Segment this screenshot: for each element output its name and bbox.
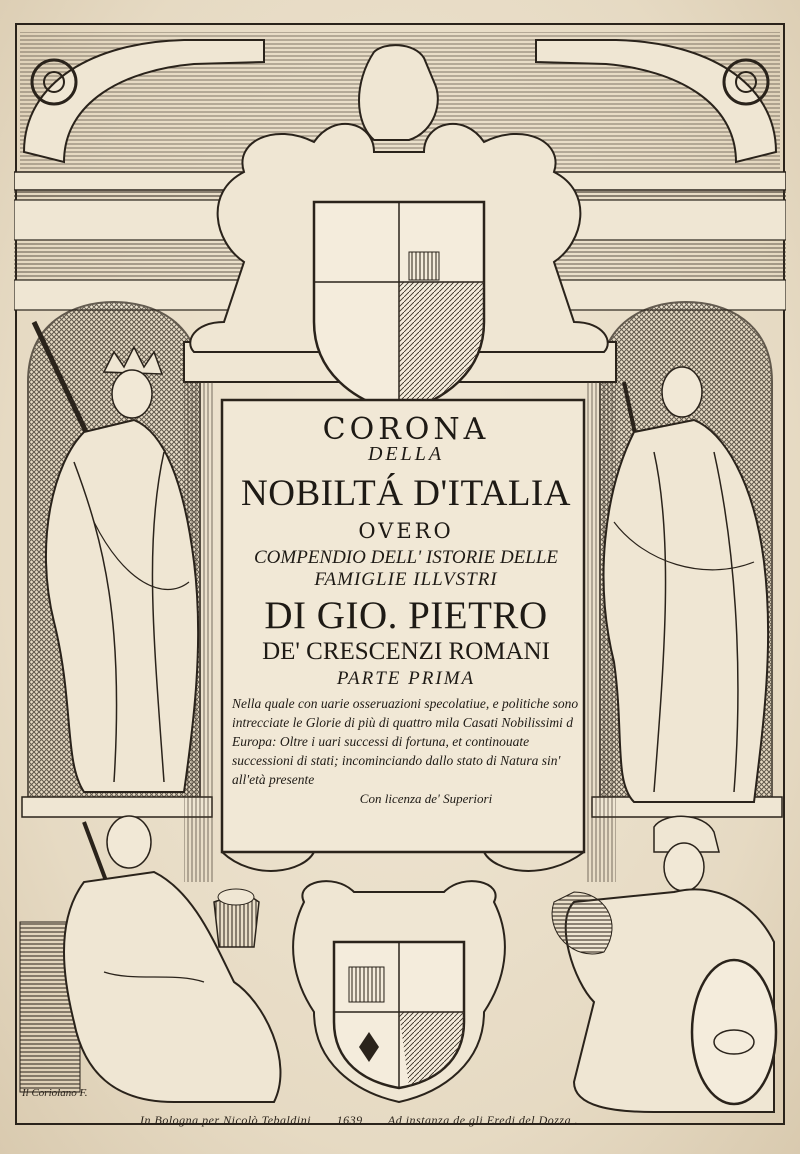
title-nobilta: NOBILTÁ D'ITALIA	[241, 473, 571, 514]
title-compendio: COMPENDIO DELL' ISTORIE DELLE	[253, 547, 559, 568]
imprint-line	[140, 1113, 700, 1128]
licenza-line: Con licenza de' Superiori	[359, 791, 493, 806]
title-famiglie: FAMIGLIE ILLVSTRI	[314, 569, 498, 590]
title-block	[228, 404, 584, 850]
title-corona: CORONA	[322, 412, 490, 447]
lower-left-seated-figure	[20, 816, 280, 1102]
imprint-place: In Bologna per Nicolò Tebaldini	[140, 1113, 312, 1127]
title-della: DELLA	[367, 443, 445, 465]
author-line-1: DI GIO. PIETRO	[264, 594, 548, 637]
lower-right-warrior-figure	[552, 816, 776, 1112]
description-paragraph: Nella quale con uarie osseruazioni specolatiue, e politiche sono intrecciate le Glorie di più di quattro mila Casati Nobilissimi d Europa: Oltre i uari successi di fortuna, et continouate successioni di stati; incominciando dallo stato di Natura sin' all'età presente	[232, 696, 579, 787]
part-label: PARTE PRIMA	[336, 668, 476, 689]
engraver-signature: Il Coriolano F.	[22, 1087, 88, 1099]
imprint-year: 1639	[336, 1113, 363, 1127]
author-line-2: DE' CRESCENZI ROMANI	[262, 638, 550, 665]
lower-coat-of-arms	[293, 881, 505, 1102]
title-overo: OVERO	[358, 519, 454, 543]
imprint-instance: Ad instanza de gli Eredi del Dozza .	[387, 1113, 579, 1127]
